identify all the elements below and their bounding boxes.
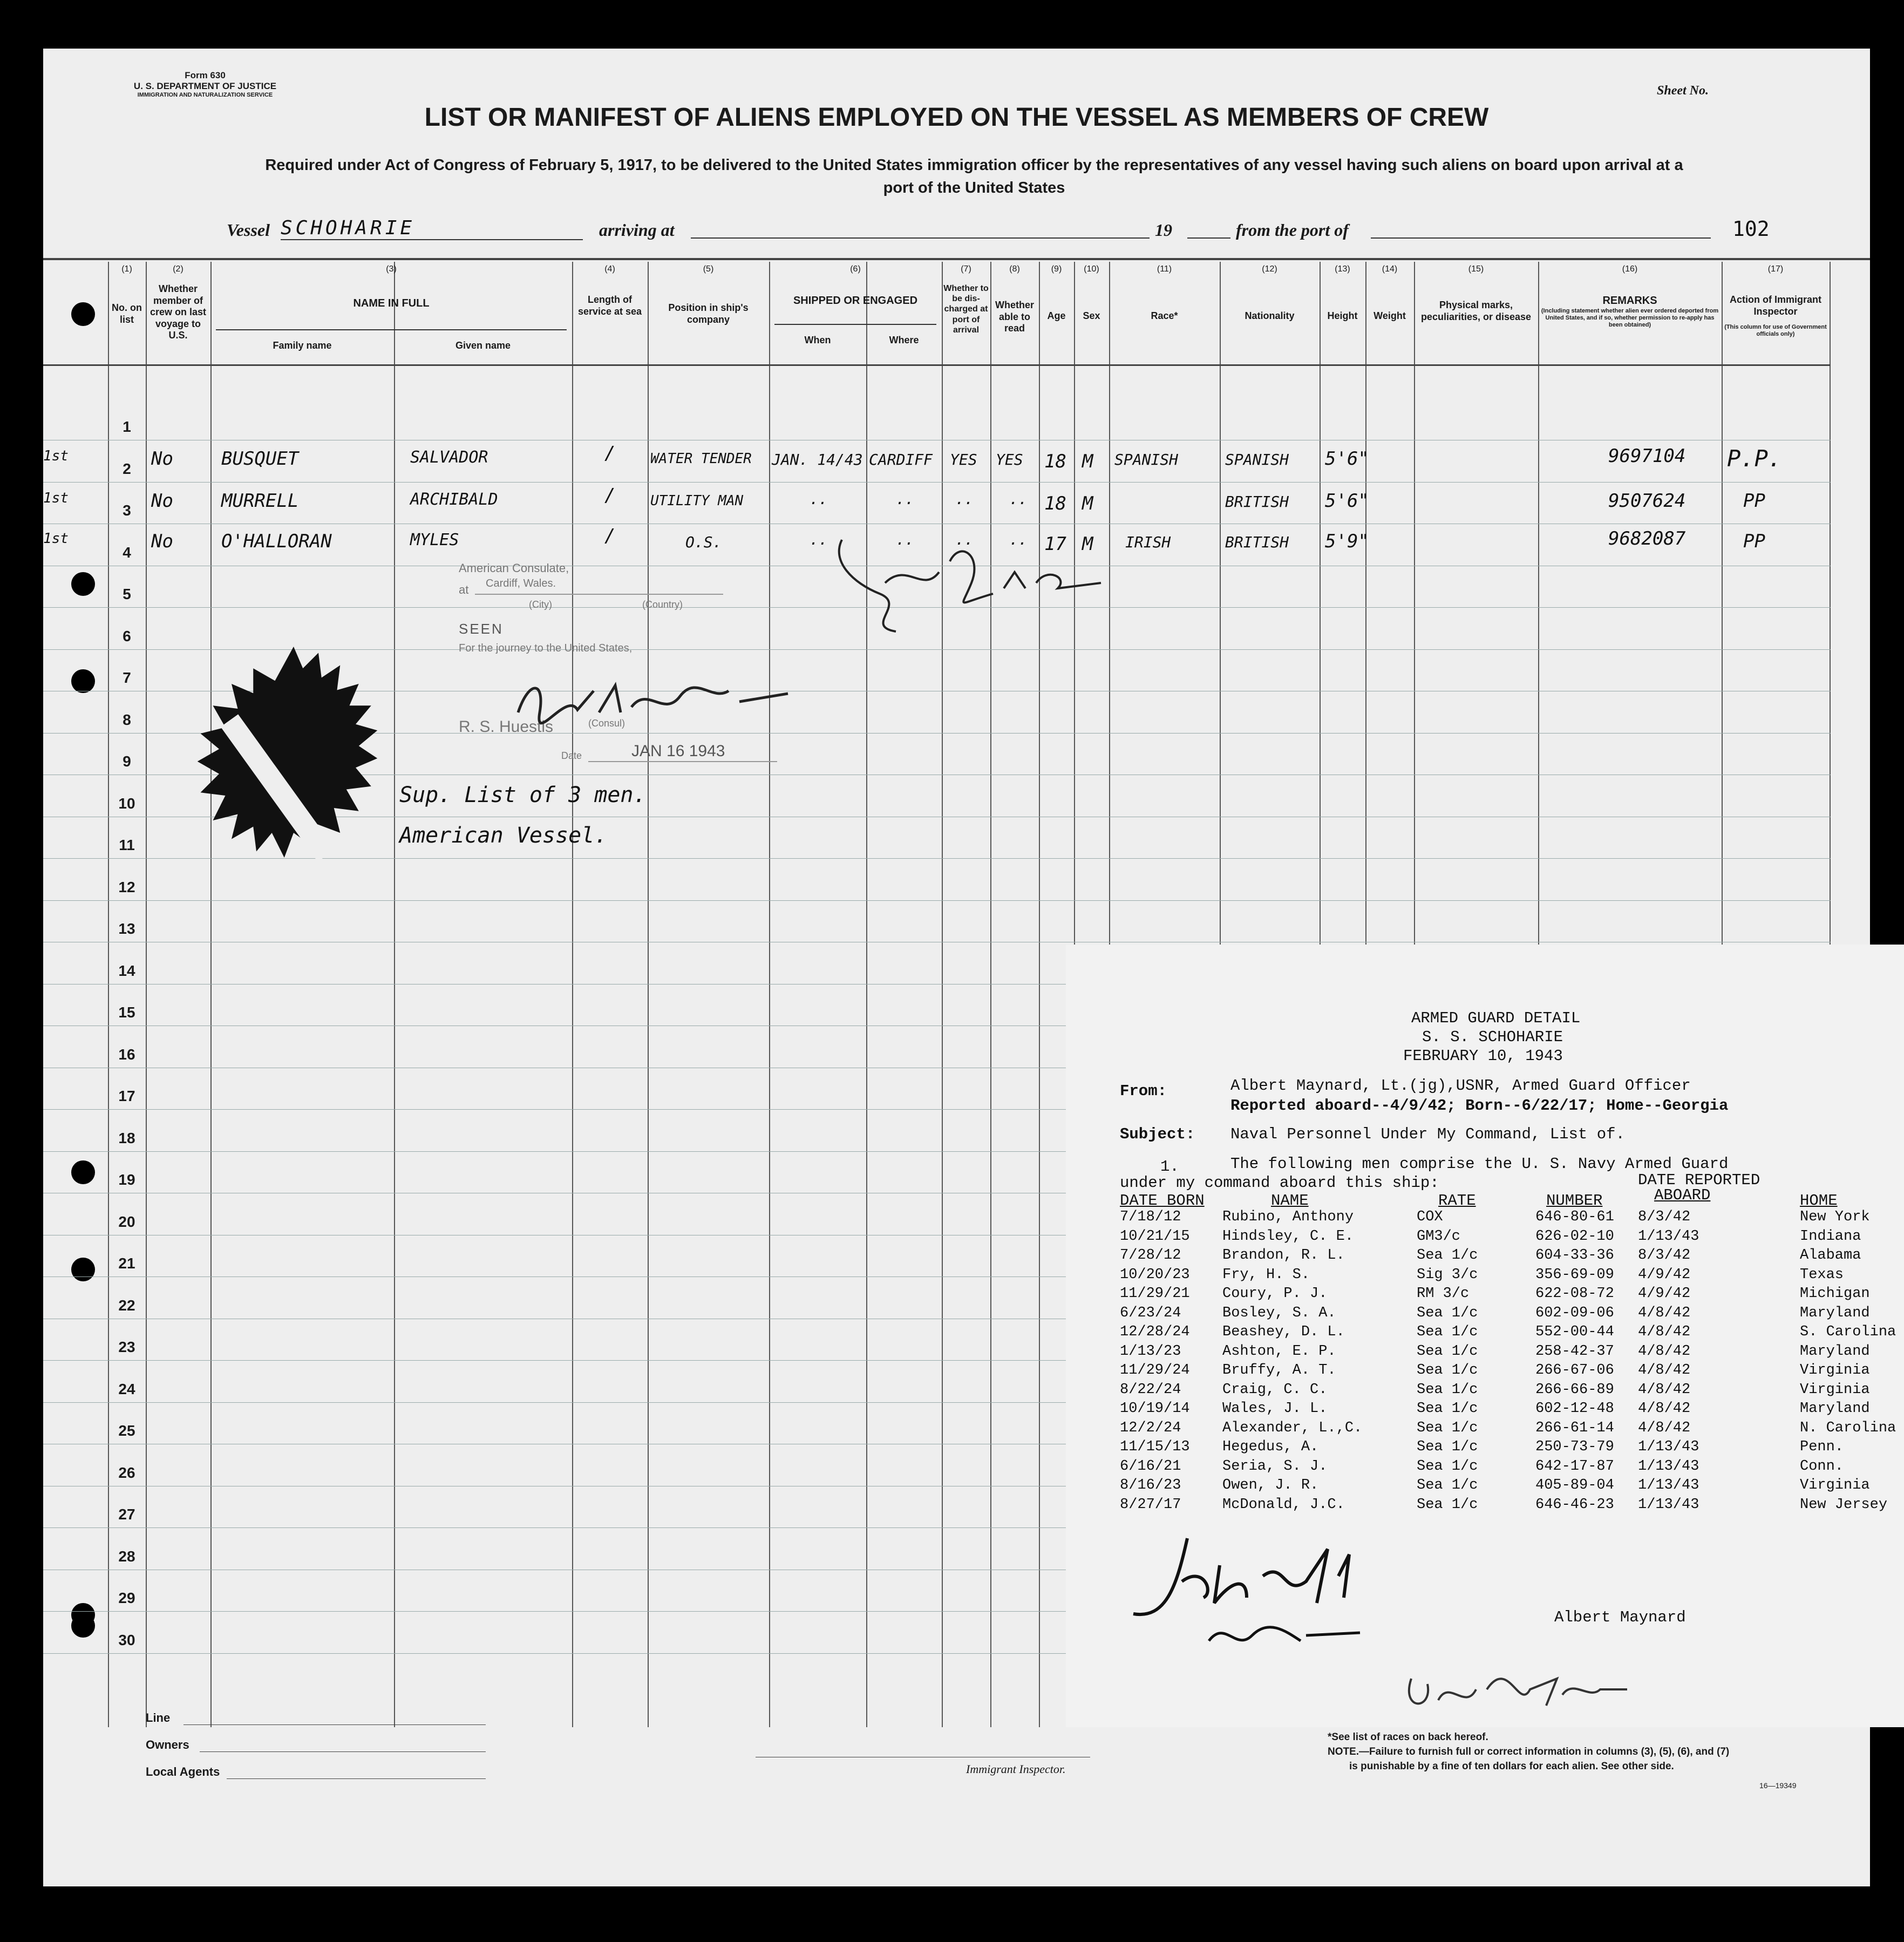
row-number: 22 — [118, 1296, 135, 1314]
row-number: 25 — [118, 1422, 135, 1439]
column-number: (17) — [1767, 264, 1784, 274]
row-number: 6 — [123, 627, 131, 644]
personnel-born: 7/18/12 — [1120, 1209, 1181, 1225]
form-header — [124, 70, 286, 98]
row-number: 19 — [118, 1171, 135, 1188]
when-value: JAN. 14/43 — [772, 451, 863, 468]
able-read-value: .. — [1009, 490, 1028, 508]
col-home: HOME — [1800, 1192, 1838, 1210]
personnel-name: Bruffy, A. T. — [1222, 1362, 1336, 1379]
personnel-number: 646-80-61 — [1535, 1209, 1614, 1225]
consulate-date-line — [588, 761, 777, 762]
note-supplementary-list: Sup. List of 3 men. — [399, 783, 647, 807]
remarks-value: 9697104 — [1608, 445, 1686, 467]
personnel-number: 356-69-09 — [1535, 1266, 1614, 1283]
personnel-name: Coury, P. J. — [1222, 1286, 1328, 1302]
personnel-aboard: 4/8/42 — [1638, 1324, 1691, 1340]
personnel-aboard: 4/9/42 — [1638, 1266, 1691, 1283]
personnel-born: 10/20/23 — [1120, 1266, 1190, 1283]
row-number: 12 — [118, 878, 135, 895]
personnel-number: 602-09-06 — [1535, 1305, 1614, 1321]
consul-signature — [507, 669, 810, 734]
inspector-label: Immigrant Inspector. — [966, 1762, 1066, 1776]
row-margin-mark: 1st — [43, 490, 69, 506]
row-margin-mark: 1st — [43, 448, 69, 464]
personnel-born: 1/13/23 — [1120, 1343, 1181, 1360]
personnel-name: Wales, J. L. — [1222, 1401, 1328, 1417]
personnel-number: 266-66-89 — [1535, 1381, 1614, 1398]
personnel-aboard: 4/9/42 — [1638, 1286, 1691, 1302]
personnel-rate: Sea 1/c — [1417, 1420, 1478, 1436]
consulate-city-line — [475, 594, 723, 595]
nationality-value: BRITISH — [1225, 533, 1289, 551]
row-margin-mark: 1st — [43, 531, 69, 547]
personnel-name: Bosley, S. A. — [1222, 1305, 1336, 1321]
footer-owners-field — [200, 1751, 486, 1752]
penalty-note-1: NOTE.—Failure to furnish full or correct information in columns (3), (5), (6), and (7) — [1328, 1746, 1730, 1757]
nationality-value: SPANISH — [1225, 451, 1289, 468]
column-number: (9) — [1051, 264, 1062, 274]
vessel-label: Vessel — [227, 220, 270, 240]
when-value: .. — [810, 531, 828, 548]
service-name: IMMIGRATION AND NATURALIZATION SERVICE — [137, 92, 273, 98]
sheet-number-label: Sheet No. — [1657, 84, 1709, 98]
row-number: 10 — [118, 795, 135, 812]
page-title: LIST OR MANIFEST OF ALIENS EMPLOYED ON THE VESSEL AS MEMBERS OF CREW — [424, 103, 1489, 132]
personnel-aboard: 4/8/42 — [1638, 1362, 1691, 1379]
personnel-home: New York — [1800, 1209, 1870, 1225]
row-number: 4 — [123, 544, 131, 561]
from-label: From: — [1120, 1082, 1167, 1100]
from-port-field — [1371, 237, 1711, 239]
row-number: 23 — [118, 1339, 135, 1355]
consulate-city-value: Cardiff, Wales. — [486, 578, 556, 589]
personnel-aboard: 4/8/42 — [1638, 1343, 1691, 1360]
table-top-rule — [43, 258, 1870, 260]
personnel-number: 622-08-72 — [1535, 1286, 1614, 1302]
personnel-born: 6/16/21 — [1120, 1458, 1181, 1475]
crew-last-voyage-value: No — [151, 490, 173, 512]
col-date-born: DATE BORN — [1120, 1192, 1205, 1210]
personnel-number: 405-89-04 — [1535, 1477, 1614, 1493]
column-number: (6) — [850, 264, 861, 274]
personnel-born: 6/23/24 — [1120, 1305, 1181, 1321]
personnel-rate: Sig 3/c — [1417, 1266, 1478, 1283]
column-number: (11) — [1157, 264, 1172, 274]
family-name-value: O'HALLORAN — [221, 531, 332, 552]
personnel-home: Indiana — [1800, 1228, 1861, 1245]
col-number: NUMBER — [1546, 1192, 1603, 1210]
year-field — [1187, 237, 1230, 239]
binder-hole — [71, 302, 95, 326]
header-age: Age — [1047, 310, 1066, 321]
print-code: 16—19349 — [1759, 1781, 1797, 1790]
header-remarks: REMARKS — [1602, 295, 1657, 307]
action-value: PP — [1743, 490, 1765, 512]
personnel-rate: GM3/c — [1417, 1228, 1461, 1245]
personnel-name: Craig, C. C. — [1222, 1381, 1328, 1398]
family-name-value: MURRELL — [221, 490, 299, 512]
personnel-rate: Sea 1/c — [1417, 1381, 1478, 1398]
consulate-stamp — [453, 561, 842, 810]
header-height: Height — [1327, 310, 1358, 321]
personnel-name: Beashey, D. L. — [1222, 1324, 1345, 1340]
column-number: (7) — [961, 264, 971, 274]
name-rule — [216, 329, 567, 330]
personnel-home: Alabama — [1800, 1247, 1861, 1264]
row-number: 26 — [118, 1464, 135, 1481]
personnel-number: 626-02-10 — [1535, 1228, 1614, 1245]
reported-line: Reported aboard--4/9/42; Born--6/22/17; Home--Georgia — [1230, 1097, 1729, 1115]
personnel-home: Conn. — [1800, 1458, 1844, 1475]
footer-line-label: Line — [146, 1711, 171, 1724]
paragraph-line-2: under my command aboard this ship: — [1120, 1174, 1439, 1192]
personnel-aboard: 1/13/43 — [1638, 1228, 1699, 1245]
row-number: 17 — [118, 1088, 135, 1104]
personnel-home: Texas — [1800, 1266, 1844, 1283]
guard-ship: S. S. SCHOHARIE — [1422, 1028, 1563, 1046]
personnel-aboard: 4/8/42 — [1638, 1381, 1691, 1398]
row-number: 29 — [118, 1590, 135, 1606]
binder-hole — [71, 669, 95, 693]
column-number: (8) — [1009, 264, 1020, 274]
discharged-value: .. — [955, 490, 974, 508]
row-number: 13 — [118, 920, 135, 937]
guard-date: FEBRUARY 10, 1943 — [1403, 1047, 1563, 1065]
where-value: CARDIFF — [869, 451, 933, 468]
header-race: Race* — [1151, 310, 1178, 321]
consulate-country-label: (Country) — [642, 599, 683, 610]
personnel-born: 12/28/24 — [1120, 1324, 1190, 1340]
sex-value: M — [1082, 493, 1093, 514]
binder-hole — [71, 1160, 95, 1184]
personnel-name: Hegedus, A. — [1222, 1439, 1319, 1455]
from-value: Albert Maynard, Lt.(jg),USNR, Armed Guard Officer — [1230, 1077, 1691, 1095]
column-number: (1) — [121, 264, 132, 274]
action-value: P.P. — [1727, 445, 1782, 472]
personnel-number: 602-12-48 — [1535, 1401, 1614, 1417]
personnel-name: Rubino, Anthony — [1222, 1209, 1354, 1225]
subtitle-line-2: port of the United States — [883, 179, 1065, 196]
header-no-on-list: No. on list — [112, 302, 142, 325]
row-number: 7 — [123, 669, 131, 686]
personnel-aboard: 1/13/43 — [1638, 1477, 1699, 1493]
personnel-home: Penn. — [1800, 1439, 1844, 1455]
personnel-number: 258-42-37 — [1535, 1343, 1614, 1360]
row-number: 9 — [123, 753, 131, 770]
header-able-read: Whether able to read — [995, 300, 1034, 334]
height-value: 5'6" — [1325, 490, 1369, 512]
personnel-home: Virginia — [1800, 1381, 1870, 1398]
personnel-born: 11/15/13 — [1120, 1439, 1190, 1455]
row-number: 1 — [123, 418, 131, 435]
header-where: Where — [889, 335, 919, 345]
header-physical-marks: Physical marks, peculiarities, or disease — [1420, 300, 1532, 322]
binder-hole — [71, 572, 95, 596]
personnel-rate: Sea 1/c — [1417, 1496, 1478, 1513]
personnel-number: 266-61-14 — [1535, 1420, 1614, 1436]
header-discharged: Whether to be dis-charged at port of arrival — [943, 284, 989, 335]
given-name-value: ARCHIBALD — [410, 490, 498, 509]
personnel-name: Ashton, E. P. — [1222, 1343, 1336, 1360]
personnel-rate: Sea 1/c — [1417, 1324, 1478, 1340]
column-number: (3) — [386, 264, 397, 274]
department-name: U. S. DEPARTMENT OF JUSTICE — [133, 81, 277, 91]
header-length-service: Length of service at sea — [577, 294, 642, 317]
personnel-born: 10/21/15 — [1120, 1228, 1190, 1245]
shipped-rule — [774, 324, 936, 325]
arriving-field — [691, 237, 1150, 239]
races-note: *See list of races on back hereof. — [1328, 1731, 1488, 1743]
personnel-rate: Sea 1/c — [1417, 1401, 1478, 1417]
paragraph-line-1: The following men comprise the U. S. Navy Armed Guard — [1230, 1155, 1729, 1173]
personnel-rate: RM 3/c — [1417, 1286, 1470, 1302]
personnel-number: 646-46-23 — [1535, 1496, 1614, 1513]
personnel-born: 11/29/21 — [1120, 1286, 1190, 1302]
row-number: 3 — [123, 502, 131, 519]
row-number: 27 — [118, 1506, 135, 1523]
column-number: (13) — [1335, 264, 1350, 274]
personnel-rate: Sea 1/c — [1417, 1439, 1478, 1455]
personnel-name: Fry, H. S. — [1222, 1266, 1310, 1283]
year-label: 19 — [1155, 220, 1172, 240]
header-bottom-rule — [43, 364, 1831, 366]
where-value: .. — [896, 531, 914, 548]
header-crew-last-voyage: Whether member of crew on last voyage to U.S. — [149, 283, 207, 341]
personnel-born: 8/22/24 — [1120, 1381, 1181, 1398]
personnel-home: Michigan — [1800, 1286, 1870, 1302]
age-value: 18 — [1044, 451, 1066, 472]
header-position: Position in ship's company — [668, 302, 749, 325]
consulate-city-label: (City) — [529, 599, 552, 610]
consul-name: R. S. Huestis — [459, 718, 554, 736]
row-number: 20 — [118, 1213, 135, 1230]
col-aboard: ABOARD — [1654, 1186, 1711, 1204]
given-name-value: MYLES — [410, 531, 459, 549]
footer-local-agents-field — [227, 1778, 486, 1779]
personnel-aboard: 4/8/42 — [1638, 1401, 1691, 1417]
consulate-seen: SEEN — [459, 621, 504, 637]
height-value: 5'9" — [1325, 531, 1369, 552]
discharged-value: .. — [955, 531, 974, 548]
family-name-value: BUSQUET — [221, 448, 299, 470]
penalty-note-2: is punishable by a fine of ten dollars for each alien. See other side. — [1349, 1761, 1674, 1772]
personnel-name: Brandon, R. L. — [1222, 1247, 1345, 1264]
personnel-rate: Sea 1/c — [1417, 1362, 1478, 1379]
consulate-journey: For the journey to the United States, — [459, 642, 633, 654]
personnel-aboard: 1/13/43 — [1638, 1439, 1699, 1455]
personnel-number: 642-17-87 — [1535, 1458, 1614, 1475]
personnel-born: 8/16/23 — [1120, 1477, 1181, 1493]
able-read-value: YES — [996, 451, 1023, 468]
personnel-home: Maryland — [1800, 1343, 1870, 1360]
length-service-value: / — [604, 485, 616, 506]
length-service-value: / — [604, 443, 616, 464]
row-number: 24 — [118, 1380, 135, 1397]
where-value: .. — [896, 490, 914, 508]
height-value: 5'6" — [1325, 448, 1369, 470]
col-rate: RATE — [1438, 1192, 1476, 1210]
length-service-value: / — [604, 525, 616, 547]
position-value: UTILITY MAN — [650, 493, 744, 509]
header-action-note: (This column for use of Government officials only) — [1724, 324, 1827, 338]
column-number: (4) — [604, 264, 615, 274]
personnel-rate: Sea 1/c — [1417, 1247, 1478, 1264]
personnel-number: 604-33-36 — [1535, 1247, 1614, 1264]
position-value: WATER TENDER — [650, 451, 752, 467]
personnel-home: Virginia — [1800, 1477, 1870, 1493]
row-number: 15 — [118, 1004, 135, 1021]
header-nationality: Nationality — [1245, 310, 1295, 321]
header-name-in-full: NAME IN FULL — [353, 297, 430, 309]
header-remarks-note: (Including statement whether alien ever ordered deported from United States, and if so, whether permission to re-apply has been obtained) — [1541, 308, 1719, 329]
personnel-aboard: 8/3/42 — [1638, 1247, 1691, 1264]
binder-hole — [71, 1614, 95, 1638]
personnel-rate: Sea 1/c — [1417, 1477, 1478, 1493]
date-reported-label: DATE REPORTED — [1638, 1171, 1760, 1189]
personnel-rate: COX — [1417, 1209, 1443, 1225]
personnel-home: N. Carolina — [1800, 1420, 1896, 1436]
subject-label: Subject: — [1120, 1125, 1195, 1143]
personnel-name: Seria, S. J. — [1222, 1458, 1328, 1475]
personnel-rate: Sea 1/c — [1417, 1458, 1478, 1475]
row-number: 2 — [123, 460, 131, 477]
header-action: Action of Immigrant Inspector — [1730, 294, 1821, 317]
header-when: When — [804, 335, 831, 345]
personnel-born: 10/19/14 — [1120, 1401, 1190, 1417]
consulate-at-label: at — [459, 583, 469, 596]
column-number: (2) — [173, 264, 183, 274]
remarks-value: 9682087 — [1608, 528, 1686, 549]
race-value: SPANISH — [1114, 451, 1179, 468]
arriving-label: arriving at — [599, 220, 675, 240]
header-given-name: Given name — [455, 340, 511, 351]
seal-icon — [148, 602, 429, 904]
header-weight: Weight — [1373, 310, 1406, 321]
race-value: IRISH — [1125, 533, 1171, 551]
subtitle-line-1: Required under Act of Congress of February 5, 1917, to be delivered to the United States immigration officer by the representatives of any vessel having such aliens on board upon arrival at a — [265, 157, 1683, 174]
crew-last-voyage-value: No — [151, 448, 173, 470]
col-name: NAME — [1271, 1192, 1309, 1210]
personnel-name: Alexander, L.,C. — [1222, 1420, 1363, 1436]
from-port-label: from the port of — [1236, 220, 1349, 240]
personnel-home: New Jersey — [1800, 1496, 1888, 1513]
footer-line-field — [183, 1724, 486, 1725]
age-value: 18 — [1044, 493, 1066, 514]
action-value: PP — [1743, 531, 1765, 552]
personnel-number: 552-00-44 — [1535, 1324, 1614, 1340]
personnel-home: Virginia — [1800, 1362, 1870, 1379]
row-number: 30 — [118, 1631, 135, 1648]
consul-title: (Consul) — [588, 718, 625, 729]
discharged-value: YES — [950, 451, 977, 468]
personnel-home: Maryland — [1800, 1401, 1870, 1417]
crew-last-voyage-value: No — [151, 531, 173, 552]
header-shipped-engaged: SHIPPED OR ENGAGED — [793, 295, 918, 307]
row-number: 28 — [118, 1547, 135, 1565]
personnel-born: 12/2/24 — [1120, 1420, 1181, 1436]
binder-hole — [71, 1258, 95, 1281]
row-line — [43, 482, 1831, 483]
vessel-name: SCHOHARIE — [281, 217, 583, 240]
when-value: .. — [810, 490, 828, 508]
row-number: 11 — [119, 837, 135, 853]
row-number: 5 — [123, 586, 131, 602]
personnel-born: 11/29/24 — [1120, 1362, 1190, 1379]
given-name-value: SALVADOR — [410, 448, 488, 467]
row-number: 14 — [118, 962, 135, 979]
header-sex: Sex — [1083, 310, 1100, 321]
row-number: 16 — [118, 1045, 135, 1063]
subject-value: Naval Personnel Under My Command, List of. — [1230, 1125, 1625, 1143]
sex-value: M — [1082, 451, 1093, 472]
personnel-aboard: 4/8/42 — [1638, 1305, 1691, 1321]
personnel-number: 250-73-79 — [1535, 1439, 1614, 1455]
personnel-born: 8/27/17 — [1120, 1496, 1181, 1513]
typed-signature: Albert Maynard — [1554, 1608, 1686, 1626]
page-number: 102 — [1732, 217, 1770, 241]
remarks-value: 9507624 — [1608, 490, 1686, 512]
footer-owners-label: Owners — [146, 1738, 189, 1751]
column-number: (5) — [703, 264, 714, 274]
consulate-line: American Consulate, — [459, 561, 569, 575]
column-number: (10) — [1084, 264, 1099, 274]
personnel-aboard: 1/13/43 — [1638, 1496, 1699, 1513]
row-number: 18 — [118, 1129, 135, 1146]
consulate-date-value: JAN 16 1943 — [631, 742, 725, 760]
sex-value: M — [1082, 533, 1093, 555]
able-read-value: .. — [1009, 531, 1028, 548]
header-family-name: Family name — [273, 340, 332, 351]
row-number: 21 — [118, 1255, 135, 1272]
footer-local-agents-label: Local Agents — [146, 1765, 220, 1778]
personnel-home: Maryland — [1800, 1305, 1870, 1321]
inspector-signature — [799, 518, 1133, 648]
guard-title: ARMED GUARD DETAIL — [1411, 1009, 1581, 1027]
nationality-value: BRITISH — [1225, 493, 1289, 511]
personnel-home: S. Carolina — [1800, 1324, 1896, 1340]
position-value: O.S. — [685, 533, 722, 551]
column-number: (16) — [1622, 264, 1638, 274]
personnel-name: McDonald, J.C. — [1222, 1496, 1345, 1513]
manifest-sheet — [43, 49, 1896, 1886]
form-number: Form 630 — [185, 70, 226, 80]
master-signature — [1123, 1522, 1457, 1668]
personnel-rate: Sea 1/c — [1417, 1305, 1478, 1321]
personnel-name: Hindsley, C. E. — [1222, 1228, 1354, 1245]
column-number: (14) — [1382, 264, 1398, 274]
personnel-born: 7/28/12 — [1120, 1247, 1181, 1264]
consulate-date-label: Date — [561, 750, 582, 761]
column-number: (15) — [1468, 264, 1484, 274]
age-value: 17 — [1044, 533, 1066, 555]
personnel-aboard: 1/13/43 — [1638, 1458, 1699, 1475]
personnel-aboard: 4/8/42 — [1638, 1420, 1691, 1436]
row-number: 8 — [123, 711, 131, 728]
personnel-aboard: 8/3/42 — [1638, 1209, 1691, 1225]
paragraph-number: 1. — [1160, 1158, 1179, 1176]
column-number: (12) — [1262, 264, 1277, 274]
personnel-rate: Sea 1/c — [1417, 1343, 1478, 1360]
personnel-number: 266-67-06 — [1535, 1362, 1614, 1379]
note-american-vessel: American Vessel. — [399, 823, 608, 848]
personnel-name: Owen, J. R. — [1222, 1477, 1319, 1493]
